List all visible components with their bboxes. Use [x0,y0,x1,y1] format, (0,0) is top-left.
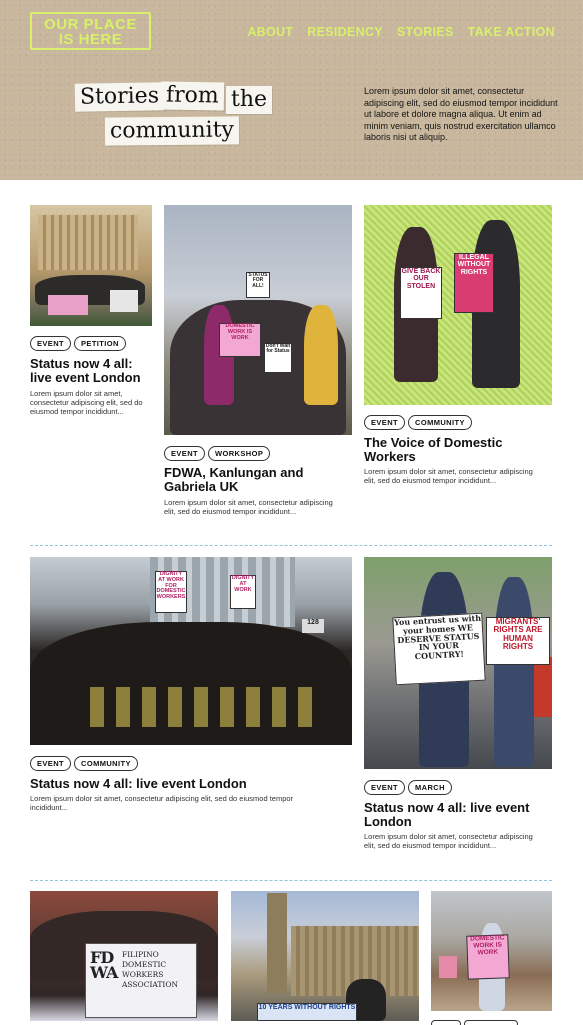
story-title[interactable]: Status now 4 all: live event London [30,356,141,385]
story-tags [431,1020,518,1025]
logo-line-2: IS HERE [58,31,123,48]
protest-sign: DOMESTIC WORK IS WORK [466,934,510,979]
story-image[interactable] [231,891,419,1021]
section-divider [30,545,552,546]
story-tags [364,780,452,795]
tag-badge[interactable] [464,1020,518,1025]
tag-badge[interactable] [431,1020,461,1025]
protest-sign: STATUS FOR ALL! [246,272,270,298]
site-header [0,0,583,180]
title-word-from: from [161,81,224,110]
story-tags [164,446,270,461]
story-image[interactable] [30,557,352,745]
tag-badge[interactable]: EVENT [30,336,71,351]
story-tags [364,415,472,430]
nav-take-action[interactable]: TAKE ACTION [467,25,555,39]
banner-text: 10 YEARS WITHOUT RIGHTS [257,1003,357,1021]
tag-badge[interactable]: COMMUNITY [408,415,472,430]
story-title[interactable]: Status now 4 all: live event London [364,800,530,829]
nav-residency[interactable]: RESIDENCY [307,25,383,39]
banner-logo: FD WA [90,948,118,982]
main-nav [247,25,555,39]
intro-text: Lorem ipsum dolor sit amet, consectetur adipiscing elit, sed do eiusmod tempor incididunt ut labore et dolore magna aliqua. Ut enim ad minim veniam, quis nostrud exercitation ullamco laboris nisi ut aliquip. [364,86,558,142]
tag-badge[interactable]: EVENT [30,756,71,771]
story-tags [30,756,138,771]
protest-sign: You entrust us with your homes WE DESERVE STATUS IN YOUR COUNTRY! [392,613,485,686]
door-number: 128 [302,619,324,633]
story-image[interactable] [364,205,552,405]
tag-badge[interactable]: EVENT [164,446,205,461]
story-excerpt: Lorem ipsum dolor sit amet, consectetur adipiscing elit, sed do eiusmod tempor incididunt... [30,389,143,416]
story-title[interactable]: FDWA, Kanlungan and Gabriela UK [164,465,304,494]
protest-sign: GIVE BACK OUR STOLEN [400,267,442,319]
story-excerpt: Lorem ipsum dolor sit amet, consectetur adipiscing elit, sed do eiusmod tempor incididunt... [164,498,333,516]
tag-badge[interactable]: WORKSHOP [208,446,270,461]
nav-stories[interactable]: STORIES [396,25,454,39]
tag-badge[interactable]: MARCH [408,780,452,795]
story-title[interactable]: Status now 4 all: live event London [30,776,247,791]
title-word-community: community [105,116,239,145]
story-image[interactable] [30,205,152,326]
story-image[interactable] [30,891,218,1021]
story-excerpt: Lorem ipsum dolor sit amet, consectetur adipiscing elit, sed do eiusmod tempor incididunt... [30,794,294,812]
banner-text: FILIPINO [122,950,159,959]
title-word-stories: Stories [75,82,165,112]
site-logo[interactable] [30,12,151,50]
story-title[interactable]: The Voice of Domestic Workers [364,435,503,464]
story-image[interactable] [164,205,352,435]
tag-badge[interactable]: EVENT [364,780,405,795]
story-image[interactable] [364,557,552,769]
story-tags [30,336,126,351]
protest-sign: MIGRANTS' RIGHTS ARE HUMAN RIGHTS [486,617,550,665]
banner-text: DOMESTIC [122,960,167,969]
protest-sign: DIGNITY AT WORK [230,575,256,609]
title-word-the: the [226,86,272,114]
banner-text: ASSOCIATION [122,980,179,989]
nav-about[interactable]: ABOUT [247,25,294,39]
logo-line-1: OUR PLACE [44,16,137,33]
protest-sign: DIGNITY AT WORK FOR DOMESTIC WORKERS [155,571,187,613]
tag-badge[interactable]: PETITION [74,336,126,351]
tag-badge[interactable]: EVENT [364,415,405,430]
protest-sign: Don't Wait for Status [264,343,292,373]
section-divider [30,880,552,881]
story-image[interactable] [431,891,552,1011]
protest-sign: ILLEGAL WITHOUT RIGHTS [454,253,494,313]
tag-badge[interactable]: COMMUNITY [74,756,138,771]
story-excerpt: Lorem ipsum dolor sit amet, consectetur adipiscing elit, sed do eiusmod tempor incididunt... [364,467,533,485]
banner-text: WORKERS [122,970,164,979]
protest-sign: DOMESTIC WORK IS WORK [219,323,261,357]
story-excerpt: Lorem ipsum dolor sit amet, consectetur adipiscing elit, sed do eiusmod tempor incididunt... [364,832,533,850]
